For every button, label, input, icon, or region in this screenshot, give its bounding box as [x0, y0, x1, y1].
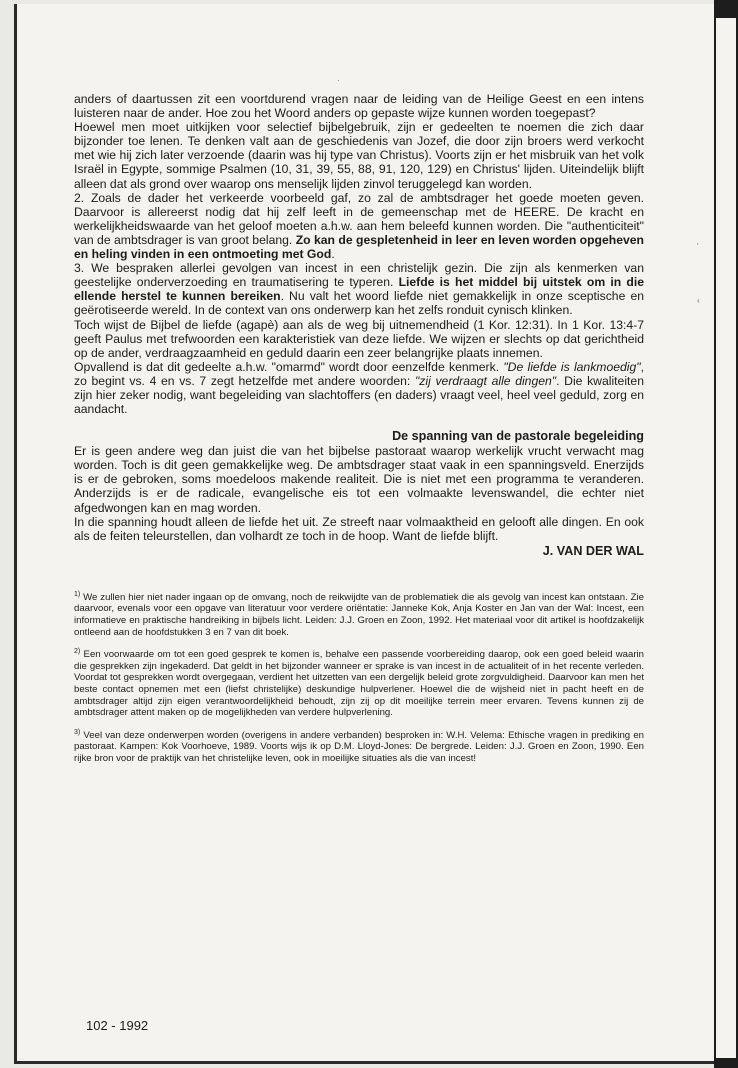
paragraph-text: . [331, 247, 335, 262]
footnote-text: Veel van deze onderwerpen worden (overigens in andere verbanden) besproken in: W.H. Velema: Ethische vragen in prediking en pastoraat. Kampen: Kok Voorhoeve, 1989. Voorts wijs ik op D.M. Lloyd-Jones: De bergrede. Leiden: J.J. Groen en Zoon, 1990. Een rijke bron voor de praktijk van het christelijke leven, ook in moeilijke situaties als die van incest! [74, 729, 644, 764]
paragraph-text: , zo begint vs. 4 en vs. 7 zegt hetzelfde met andere woorden: [74, 359, 644, 388]
page-number: 102 - 1992 [86, 1018, 149, 1033]
quotation: "De liefde is lankmoedig" [503, 359, 641, 374]
paragraph [74, 261, 644, 317]
footnote [74, 592, 644, 638]
author-name: J. VAN DER WAL [542, 543, 644, 558]
emphasis-text: Zo kan de gespletenheid in leer en leven worden opgeheven en heling vinden in een ontmoeting met God [74, 232, 645, 262]
quotation: "zij verdraagt alle dingen" [414, 373, 557, 388]
emphasis-text: Liefde is het middel bij uitstek om in die ellende herstel te kunnen bereiken [74, 275, 644, 304]
paragraph-text: 2. Zoals de dader het verkeerde voorbeeld gaf, zo zal de ambtsdrager het goede moeten geven. Daarvoor is allereerst nodig dat hij zelf leeft in de gemeenschap met de HEERE. De kracht en werkelijkheidswaarde van het geloof moeten a.h.w. aan hem beleefd kunnen worden. Die "authenticiteit" van de ambtsdrager is van groot belang. [74, 190, 644, 247]
article-body [74, 92, 644, 776]
paragraph: anders of daartussen zit een voortdurend vragen naar de leiding van de Heilige Geest en een intens luisteren naar de ander. Hoe zou het Woord anders op gepaste wijze kunnen worden toegepast? [74, 92, 644, 121]
paragraph: Er is geen andere weg dan juist die van het bijbelse pastoraat waarop werkelijk vrucht verwacht mag worden. Toch is dit geen gemakkelijke weg. De ambtsdrager staat vaak in een spanningsveld. Enerzijds is er de gebroken, soms moedeloos makende realiteit. Die is niet met een programma te veranderen. Anderzijds is er de radicale, evangelische eis tot een volmaakte levenswandel, die echter niet afgedwongen kan en mag worden. [74, 444, 644, 515]
section-heading: De spanning van de pastorale begeleiding [392, 429, 644, 444]
scan-speck: ‹ [697, 296, 700, 305]
footnote [74, 730, 644, 765]
paragraph-text: . Nu valt het woord liefde niet gemakkelijk in onze sceptische en geërotiseerde wereld. In de context van ons onderwerp kan het zelfs ronduit cynisch klinken. [74, 289, 644, 318]
footnote-mark: 2) [74, 648, 81, 655]
paragraph: Hoewel men moet uitkijken voor selectief bijbelgebruik, zijn er gedeelten te noemen die zich daar bijzonder toe lenen. Te denken valt aan de geschiedenis van Jozef, die door zijn broers werd verkocht met wie hij zich later verzoende (daarin was hij type van Christus). Voorts zijn er het misbruik van het volk Israël in Egypte, sommige Psalmen (10, 31, 39, 55, 88, 91, 120, 129) en Christus' lijden. Uiteindelijk blijft alleen dat als grond over waarop ons menselijk lijden zinvol teruggelegd kan worden. [74, 120, 644, 191]
paragraph-text: 3. We bespraken allerlei gevolgen van incest in een christelijk gezin. Die zijn als kenmerken van geestelijke onderverzoeding en traumatisering te typeren. [74, 261, 644, 290]
footnote-mark: 3) [74, 728, 81, 736]
paragraph-text: Opvallend is dat dit gedeelte a.h.w. "omarmd" wordt door eenzelfde kenmerk. [74, 359, 504, 374]
scan-speck: · [337, 76, 340, 85]
footnote-text: We zullen hier niet nader ingaan op de omvang, noch de reikwijdte van de problematiek die als gevolg van incest kan ontstaan. Zie daarvoor, evenals voor een opgave van literatuur voor verdere oriëntatie: Janneke Kok, Anja Koster en Jan van der Wal: Incest, een informatieve en praktische handreiking in bijbels licht. Leiden: J.J. Groen en Zoon, 1992. Het materiaal voor dit artikel is hoofdzakelijk ontleend aan de hoofdstukken 3 en 7 van dit boek. [74, 591, 644, 638]
paragraph [74, 360, 644, 416]
footnotes [74, 592, 644, 765]
paragraph: In die spanning houdt alleen de liefde het uit. Ze streeft naar volmaaktheid en gelooft alle dingen. En ook als de feiten teleurstellen, dan volhardt ze toch in de hoop. Want de liefde blijft. [74, 514, 644, 543]
footnote-text: Een voorwaarde om tot een goed gesprek te komen is, behalve een passende voorbereiding daarop, ook een goed beleid waarin die gesprekken zijn ingekaderd. Dat geldt in het bijzonder wanneer er sprake is van incest in de actualiteit of in het recente verleden. Voordat tot gesprekken wordt overgegaan, verdient het uitzetten van een dergelijk beleid grote zorgvuldigheid. Daarvoor kan men het beste contact opnemen met een (liefst christelijke) deskundige hulpverlener. Hoewel die de wijsheid niet in pacht heeft en de ambtsdrager altijd zijn eigen verantwoordelijkheid behoudt, zijn zij op dit moeilijke terrein meer ervaren. Tevens kunnen zij de ambtsdrager attent maken op de mogelijkheden van verdere hulpverlening. [74, 649, 644, 719]
page-edge-right [714, 0, 738, 1068]
footnote [74, 649, 644, 719]
paragraph: Toch wijst de Bijbel de liefde (agapè) aan als de weg bij uitnemendheid (1 Kor. 12:31). In 1 Kor. 13:4-7 geeft Paulus met trefwoorden een karakteristiek van deze liefde. We wijzen er slechts op dat gerichtheid op de ander, verdraagzaamheid en geduld daarin een zeer belangrijke plaats innemen. [74, 317, 644, 360]
paragraph [74, 191, 644, 261]
footnote-mark: 1) [74, 590, 81, 598]
scan-speck: ' [697, 242, 699, 251]
paragraph-text: . Die kwaliteiten zijn hier zeker nodig, want begeleiding van slachtoffers (en daders) vraagt veel, heel veel geduld, zorg en aandacht. [74, 373, 644, 417]
